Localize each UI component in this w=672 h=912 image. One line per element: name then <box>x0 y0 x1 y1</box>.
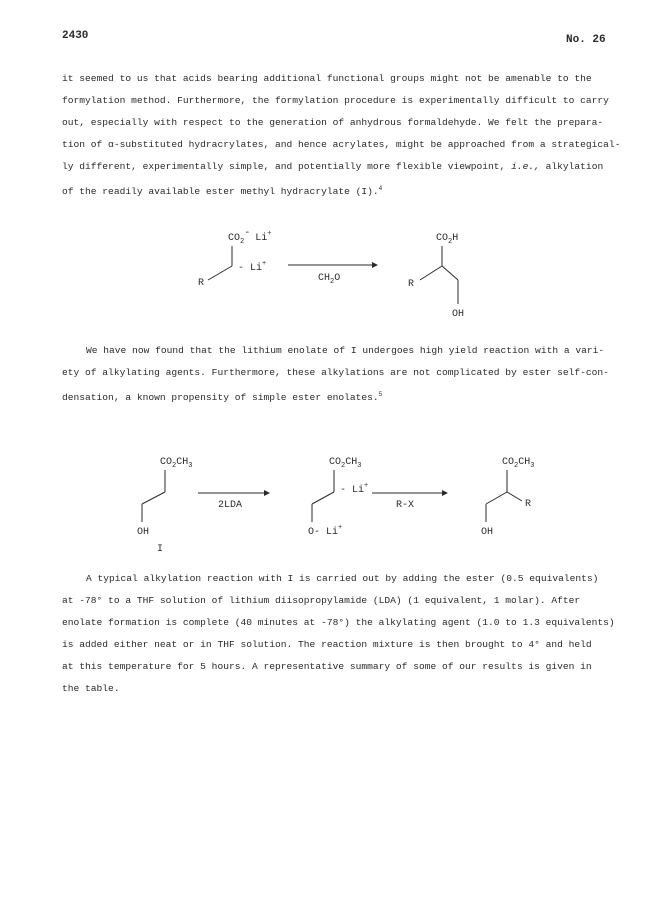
scheme-2-product <box>481 457 534 538</box>
reference-marker: 4 <box>378 185 383 192</box>
bond <box>486 492 507 504</box>
paragraph-1-line: tion of α-substituted hydracrylates, and hence acrylates, might be approached from a strategical- <box>62 139 621 150</box>
paragraph-1-line <box>62 178 622 203</box>
paragraph-3-line: at -78° to a THF solution of lithium diisopropylamide (LDA) (1 equivalent, 1 molar). After <box>62 595 581 606</box>
reagent-label: $CH_2O$ <box>318 273 341 286</box>
paragraph-1 <box>62 68 622 203</box>
paragraph-3-line: is added either neat or in THF solution. The reaction mixture is then brought to 4° and held <box>62 639 592 650</box>
lithium-label: - Li+ <box>238 260 267 274</box>
reagent-label: 2LDA <box>218 500 243 511</box>
acid-label: $CO_2H$ <box>436 233 459 246</box>
bond <box>420 266 442 280</box>
hydroxyl-label: OH <box>452 309 465 320</box>
ester-label: $CO_2CH_3$ <box>329 457 362 470</box>
scheme-1-reactant <box>198 228 271 289</box>
paragraph-1-text: ly different, experimentally simple, and potentially more flexible viewpoint, <box>62 161 506 172</box>
paragraph-2 <box>62 340 622 409</box>
lithium-label: - Li+ <box>340 482 369 496</box>
ester-label: $CO_2CH_3$ <box>502 457 535 470</box>
journal-issue: No. 26 <box>566 34 606 46</box>
paragraph-3-line: A typical alkylation reaction with I is carried out by adding the ester (0.5 equivalents) <box>86 573 599 584</box>
r-group-label: R <box>408 279 415 290</box>
paragraph-3-line: enolate formation is complete (40 minutes at -78°) the alkylating agent (1.0 to 1.3 equivalents) <box>62 617 615 628</box>
carboxylate-label: $CO_2-$ Li+ <box>228 228 272 246</box>
paragraph-2-line: We have now found that the lithium enolate of I undergoes high yield reaction with a vari- <box>86 345 605 356</box>
arrow-head <box>264 490 270 496</box>
reagent-label: R-X <box>396 500 415 511</box>
paragraph-1-last: of the readily available ester methyl hydracrylate (I). <box>62 186 379 198</box>
paragraph-2-line <box>62 384 622 409</box>
paragraph-1-line: out, especially with respect to the generation of anhydrous formaldehyde. We felt the prepara- <box>62 117 604 128</box>
paragraph-1-line: it seemed to us that acids bearing additional functional groups might not be amenable to the <box>62 73 592 84</box>
scheme-2-arrow-1 <box>198 490 270 511</box>
r-group-label: R <box>525 499 532 510</box>
paragraph-1-line <box>62 156 622 178</box>
scheme-2-dianion <box>308 457 368 538</box>
hydroxyl-label: OH <box>137 527 150 538</box>
reaction-scheme-1 <box>0 222 672 322</box>
reference-marker: 5 <box>378 391 383 398</box>
paragraph-3-line: the table. <box>62 683 120 694</box>
scheme-2-arrow-2 <box>372 490 448 511</box>
bond <box>507 492 522 501</box>
arrow-head <box>372 262 378 268</box>
reaction-scheme-2 <box>0 446 672 558</box>
compound-label-i: I <box>157 544 164 555</box>
paragraph-2-last: densation, a known propensity of simple ester enolates. <box>62 392 379 404</box>
bond <box>312 492 334 504</box>
hydroxyl-label: OH <box>481 527 494 538</box>
bond <box>208 266 232 280</box>
paragraph-1-line: formylation method. Furthermore, the formylation procedure is experimentally difficult to carry <box>62 95 609 106</box>
scheme-2-start <box>137 457 192 555</box>
ester-label: $CO_2CH_3$ <box>160 457 193 470</box>
paragraph-3 <box>62 568 622 700</box>
alkoxide-label: O- Li+ <box>308 524 343 538</box>
bond <box>442 266 458 280</box>
scheme-1-product <box>408 233 464 320</box>
arrow-head <box>442 490 448 496</box>
paragraph-3-line: at this temperature for 5 hours. A representative summary of some of our results is given in <box>62 661 592 672</box>
ie-italic: i.e., <box>511 161 540 172</box>
paragraph-1-tail: alkylation <box>539 161 604 172</box>
bond <box>142 492 165 504</box>
page-number: 2430 <box>62 30 89 42</box>
paragraph-2-line: ety of alkylating agents. Furthermore, these alkylations are not complicated by ester self-con- <box>62 367 609 378</box>
r-group-label: R <box>198 278 205 289</box>
scheme-1-arrow <box>288 262 378 286</box>
